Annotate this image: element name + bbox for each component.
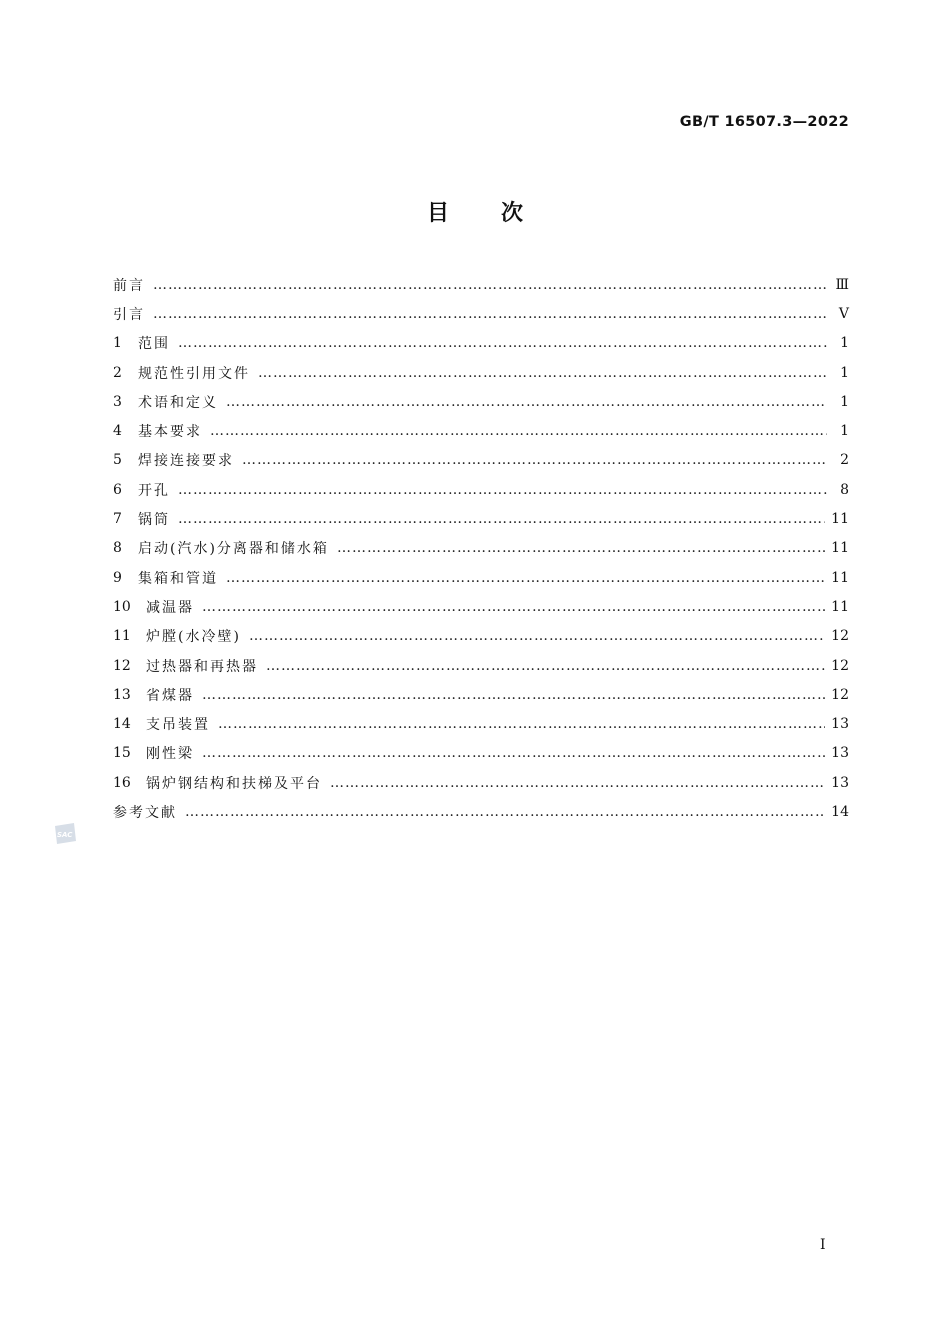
toc-entry-label: 前言: [113, 277, 145, 294]
toc-entry-page: 12: [831, 686, 849, 703]
toc-entry-page: Ⅲ: [835, 276, 849, 293]
toc-entry[interactable]: [113, 416, 849, 445]
toc-leader-dots: [249, 628, 825, 644]
toc-entry[interactable]: [113, 270, 849, 299]
toc-entry[interactable]: [113, 358, 849, 387]
toc-entry[interactable]: [113, 651, 849, 680]
toc-entry-number: 15: [113, 745, 131, 762]
toc-entry-label: 参考文献: [113, 804, 177, 821]
toc-leader-dots: [258, 365, 827, 381]
toc-entry-number: 12: [113, 657, 131, 674]
toc-leader-dots: [242, 452, 827, 468]
toc-entry-number: 11: [113, 628, 131, 645]
toc-entry-page: 1: [840, 393, 849, 410]
toc-entry-page: Ⅴ: [838, 305, 849, 322]
toc-entry[interactable]: [113, 475, 849, 504]
toc-entry-label: 支吊装置: [146, 717, 210, 734]
toc-entry-label: 刚性梁: [146, 746, 194, 763]
toc-entry-page: 13: [831, 716, 849, 733]
toc-entry-page: 13: [831, 774, 849, 791]
toc-entry[interactable]: [113, 768, 849, 797]
toc-entry-number: 9: [113, 569, 122, 586]
toc-leader-dots: [153, 306, 827, 322]
toc-leader-dots: [226, 394, 827, 410]
toc-entry-label: 锅炉钢结构和扶梯及平台: [146, 775, 322, 792]
toc-entry-page: 11: [831, 511, 849, 528]
toc-entry[interactable]: [113, 622, 849, 651]
toc-leader-dots: [178, 511, 825, 527]
toc-entry-number: 3: [113, 393, 122, 410]
toc-entry[interactable]: [113, 329, 849, 358]
toc-leader-dots: [202, 745, 825, 761]
toc-entry-label: 术语和定义: [138, 394, 218, 411]
toc-entry-page: 14: [831, 803, 849, 820]
toc-entry-label: 开孔: [138, 482, 170, 499]
toc-entry[interactable]: [113, 797, 849, 826]
toc-leader-dots: [185, 804, 825, 820]
toc-entry-label: 引言: [113, 306, 145, 323]
toc-entry-label: 范围: [138, 336, 170, 353]
toc-entry[interactable]: [113, 592, 849, 621]
toc-entry-label: 省煤器: [146, 687, 194, 704]
toc-entry-page: 8: [840, 481, 849, 498]
toc-leader-dots: [178, 335, 827, 351]
toc-entry-label: 启动(汽水)分离器和储水箱: [138, 541, 329, 558]
toc-entry-number: 5: [113, 452, 122, 469]
toc-entry-label: 减温器: [146, 599, 194, 616]
toc-leader-dots: [153, 277, 827, 293]
toc-entry-label: 过热器和再热器: [146, 658, 258, 675]
toc-leader-dots: [202, 599, 825, 615]
toc-entry-number: 13: [113, 686, 131, 703]
toc-entry-page: 1: [840, 423, 849, 440]
toc-entry-page: 11: [831, 598, 849, 615]
sac-logo-icon: [52, 822, 77, 845]
toc-entry-number: 4: [113, 423, 122, 440]
toc-entry-page: 12: [831, 657, 849, 674]
toc-entry-page: 11: [831, 540, 849, 557]
toc-entry-label: 规范性引用文件: [138, 365, 250, 382]
toc-entry[interactable]: [113, 504, 849, 533]
logo-text: SAC: [57, 831, 73, 839]
toc-entry-page: 2: [840, 452, 849, 469]
toc-entry-page: 13: [831, 745, 849, 762]
toc-entry-number: 6: [113, 481, 122, 498]
toc-leader-dots: [266, 658, 825, 674]
toc-entry-label: 集箱和管道: [138, 570, 218, 587]
toc-entry-number: 14: [113, 716, 131, 733]
toc-entry-page: 12: [831, 628, 849, 645]
toc-leader-dots: [337, 540, 825, 556]
page-title: 目次: [426, 201, 575, 226]
toc-leader-dots: [210, 423, 827, 439]
toc-entry[interactable]: [113, 387, 849, 416]
toc-entry-page: 11: [831, 569, 849, 586]
standard-code: GB/T 16507.3—2022: [679, 114, 849, 130]
toc-entry-label: 基本要求: [138, 424, 202, 441]
toc-leader-dots: [330, 775, 825, 791]
toc-entry[interactable]: [113, 739, 849, 768]
toc-entry-number: 7: [113, 511, 122, 528]
toc-entry[interactable]: [113, 680, 849, 709]
toc-entry[interactable]: [113, 299, 849, 328]
toc-entry[interactable]: [113, 446, 849, 475]
toc-entry-number: 1: [113, 335, 122, 352]
toc-leader-dots: [218, 716, 825, 732]
toc-entry[interactable]: [113, 534, 849, 563]
toc-entry-label: 锅筒: [138, 512, 170, 529]
toc-entry[interactable]: [113, 709, 849, 738]
table-of-contents: [113, 270, 849, 827]
toc-entry-number: 16: [113, 774, 131, 791]
toc-entry-number: 10: [113, 598, 131, 615]
page-number: I: [820, 1237, 826, 1253]
toc-entry-number: 2: [113, 364, 122, 381]
toc-entry-page: 1: [840, 335, 849, 352]
toc-leader-dots: [178, 482, 827, 498]
toc-entry[interactable]: [113, 563, 849, 592]
toc-leader-dots: [202, 687, 825, 703]
toc-leader-dots: [226, 570, 825, 586]
toc-entry-page: 1: [840, 364, 849, 381]
toc-entry-label: 炉膛(水冷壁): [146, 629, 241, 646]
toc-entry-label: 焊接连接要求: [138, 453, 234, 470]
toc-entry-number: 8: [113, 540, 122, 557]
